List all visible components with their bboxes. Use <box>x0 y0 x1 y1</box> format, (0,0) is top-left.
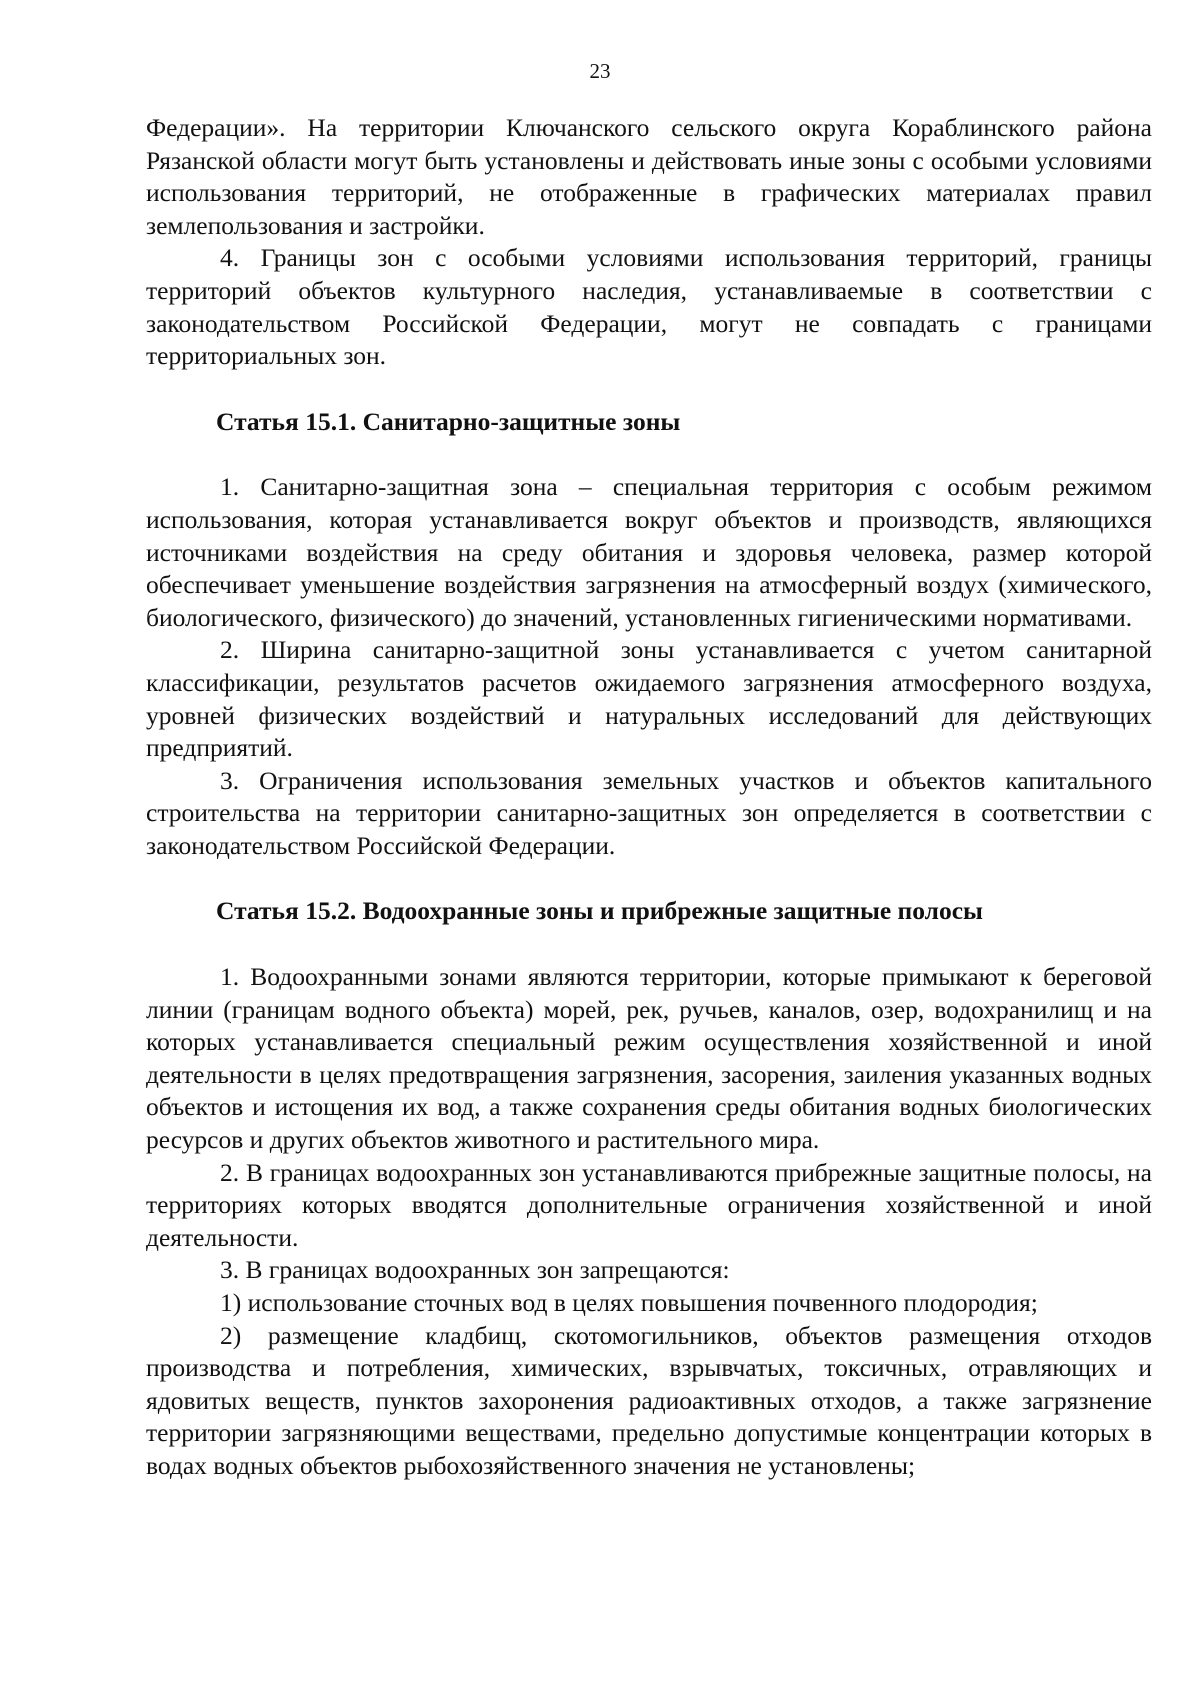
article-15-2-paragraph-1: 1. Водоохранными зонами являются территории, которые примыкают к береговой линии (границам водного объекта) морей, рек, ручьев, каналов, озер, водохранилищ и на которых устанавливается специальный режим осуществления хозяйственной и иной деятельности в целях предотвращения загрязнения, засорения, заиления указанных водных объектов и истощения их вод, а также сохранения среды обитания водных биологических ресурсов и других объектов животного и растительного мира. <box>146 962 1152 1155</box>
article-15-1-paragraph-3: 3. Ограничения использования земельных участков и объектов капитального строительства на территории санитарно-защитных зон определяется в соответствии с законодательством Российской Федерации. <box>146 765 1152 860</box>
article-15-2-paragraph-3: 3. В границах водоохранных зон запрещаются: <box>220 1255 730 1285</box>
article-15-2-list-item-2: 2) размещение кладбищ, скотомогильников, объектов размещения отходов производства и потребления, химических, взрывчатых, токсичных, отравляющих и ядовитых веществ, пунктов захоронения радиоактивных отходов, а также загрязнение территории загрязняющими веществами, предельно допустимые концентрации которых в водах водных объектов рыбохозяйственного значения не установлены; <box>146 1320 1152 1480</box>
document-body <box>146 112 1152 1483</box>
article-15-1-paragraph-1: 1. Санитарно-защитная зона – специальная территория с особым режимом использования, которая устанавливается вокруг объектов и производств, являющихся источниками воздействия на среду обитания и здоровья человека, размер которой обеспечивает уменьшение воздействия загрязнения на атмосферный воздух (химического, биологического, физического) до значений, установленных гигиеническими нормативами. <box>146 472 1152 632</box>
page-number: 23 <box>589 59 611 83</box>
intro-paragraph-2: 4. Границы зон с особыми условиями использования территорий, границы территорий объектов культурного наследия, устанавливаемые в соответствии с законодательством Российской Федерации, могут не совпадать с границами территориальных зон. <box>146 243 1152 371</box>
article-15-2-paragraph-2: 2. В границах водоохранных зон устанавливаются прибрежные защитные полосы, на территориях которых вводятся дополнительные ограничения хозяйственной и иной деятельности. <box>146 1157 1152 1252</box>
article-15-1-paragraph-2: 2. Ширина санитарно-защитной зоны устанавливается с учетом санитарной классификации, результатов расчетов ожидаемого загрязнения атмосферного воздуха, уровней физических воздействий и натуральных исследований для действующих предприятий. <box>146 635 1152 763</box>
article-15-2-list-item-1: 1) использование сточных вод в целях повышения почвенного плодородия; <box>220 1288 1038 1317</box>
article-15-1-heading: Статья 15.1. Санитарно-защитные зоны <box>216 406 681 436</box>
intro-paragraph-1: Федерации». На территории Ключанского сельского округа Кораблинского района Рязанской области могут быть установлены и действовать иные зоны с особыми условиями использования территорий, не отображенные в графических материалах правил землепользования и застройки. <box>146 113 1152 240</box>
article-15-2-heading: Статья 15.2. Водоохранные зоны и прибрежные защитные полосы <box>216 896 983 926</box>
